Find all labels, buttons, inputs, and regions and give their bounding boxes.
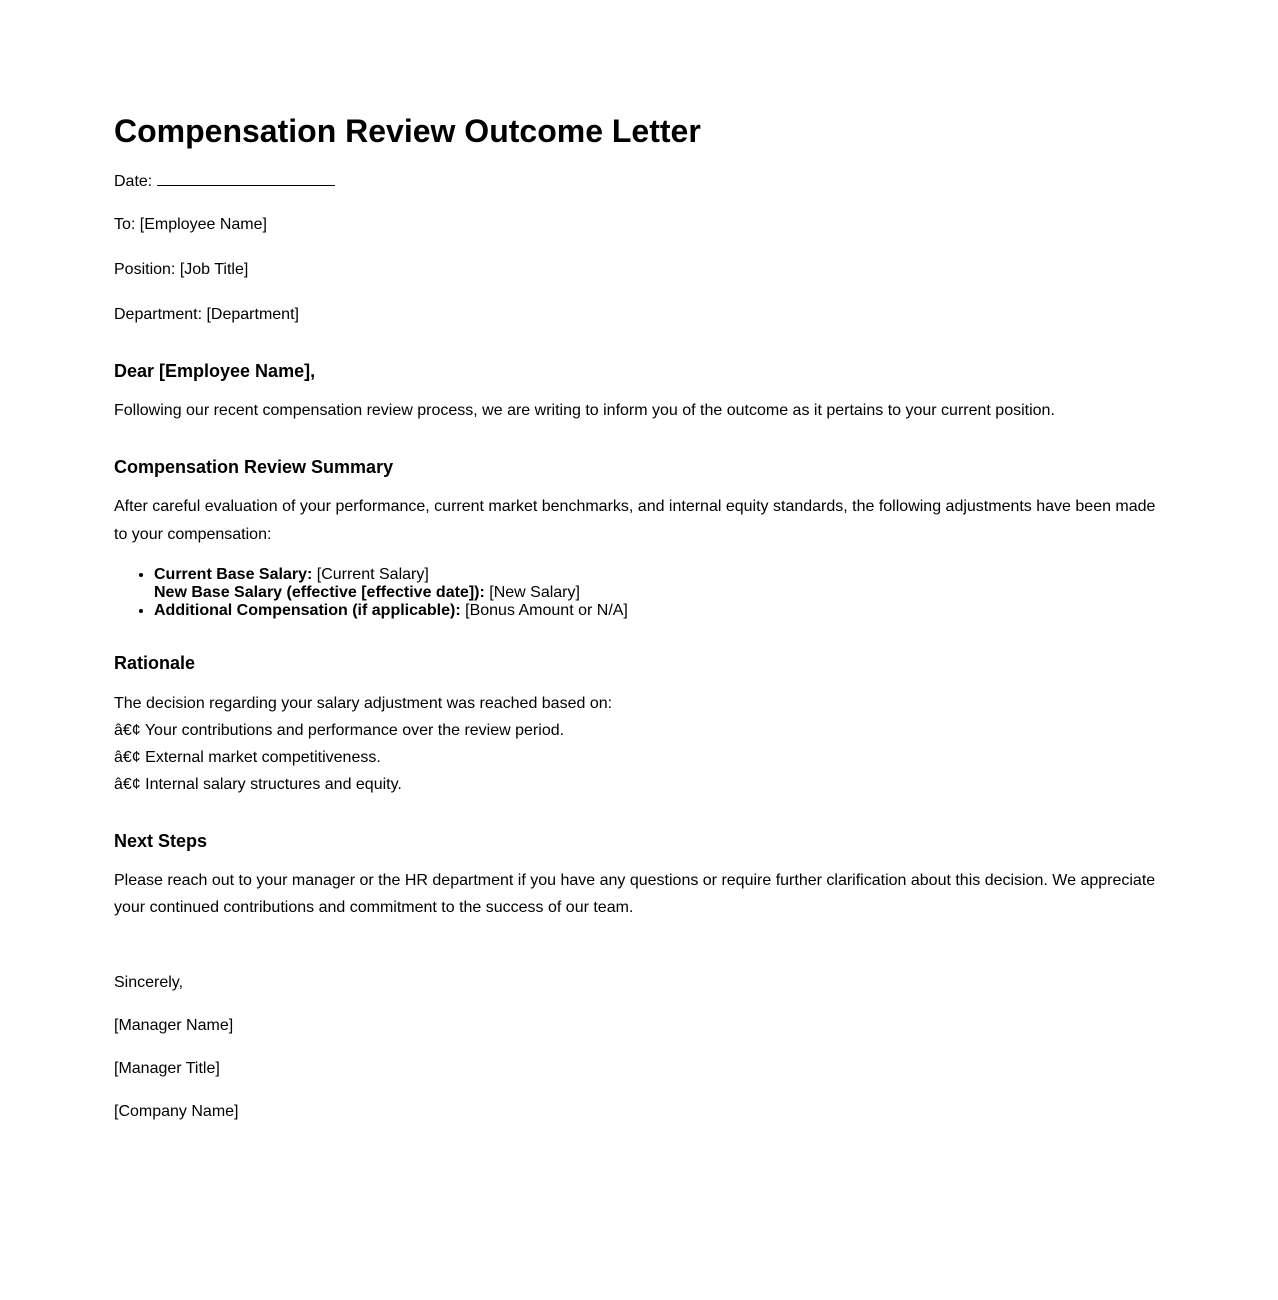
greeting: Dear [Employee Name], (114, 361, 316, 381)
to-line: To: [Employee Name] (114, 216, 267, 233)
intro-paragraph: Following our recent compensation review process, we are writing to inform you of the outcome as it pertains to your current position. (114, 402, 1055, 419)
page-title: Compensation Review Outcome Letter (114, 113, 701, 149)
company-name: [Company Name] (114, 1103, 239, 1120)
item-value: [Bonus Amount or N/A] (465, 602, 628, 619)
rationale-line: â€¢ Your contributions and performance over the review period. (114, 722, 565, 739)
rationale-block (114, 690, 1164, 798)
manager-name: [Manager Name] (114, 1017, 234, 1034)
item-label: New Base Salary (effective [effective date]): (154, 584, 485, 601)
summary-paragraph: After careful evaluation of your performance, current market benchmarks, and internal equity standards, the following adjustments have been made to your compensation: (114, 498, 1156, 543)
date-line (114, 171, 1164, 191)
date-blank (157, 171, 335, 186)
department-line: Department: [Department] (114, 306, 299, 323)
manager-title: [Manager Title] (114, 1060, 220, 1077)
rationale-heading: Rationale (114, 653, 196, 673)
item-value: [New Salary] (489, 584, 580, 601)
sign-off: Sincerely, (114, 974, 184, 991)
next-steps-heading: Next Steps (114, 831, 208, 851)
position-line: Position: [Job Title] (114, 261, 249, 278)
date-label: Date: (114, 173, 153, 190)
item-value: [Current Salary] (316, 566, 429, 583)
rationale-line: â€¢ Internal salary structures and equity. (114, 776, 402, 793)
list-item (154, 602, 628, 620)
summary-heading: Compensation Review Summary (114, 457, 394, 477)
rationale-line: The decision regarding your salary adjustment was reached based on: (114, 695, 613, 712)
rationale-line: â€¢ External market competitiveness. (114, 749, 381, 766)
item-label: Additional Compensation (if applicable): (154, 602, 461, 619)
next-steps-paragraph: Please reach out to your manager or the HR department if you have any questions or require further clarification about this decision. We appreciate your continued contributions and commitment to the success of our team. (114, 872, 1156, 916)
list-item (154, 566, 628, 602)
compensation-list (114, 566, 628, 620)
item-label: Current Base Salary: (154, 566, 313, 583)
